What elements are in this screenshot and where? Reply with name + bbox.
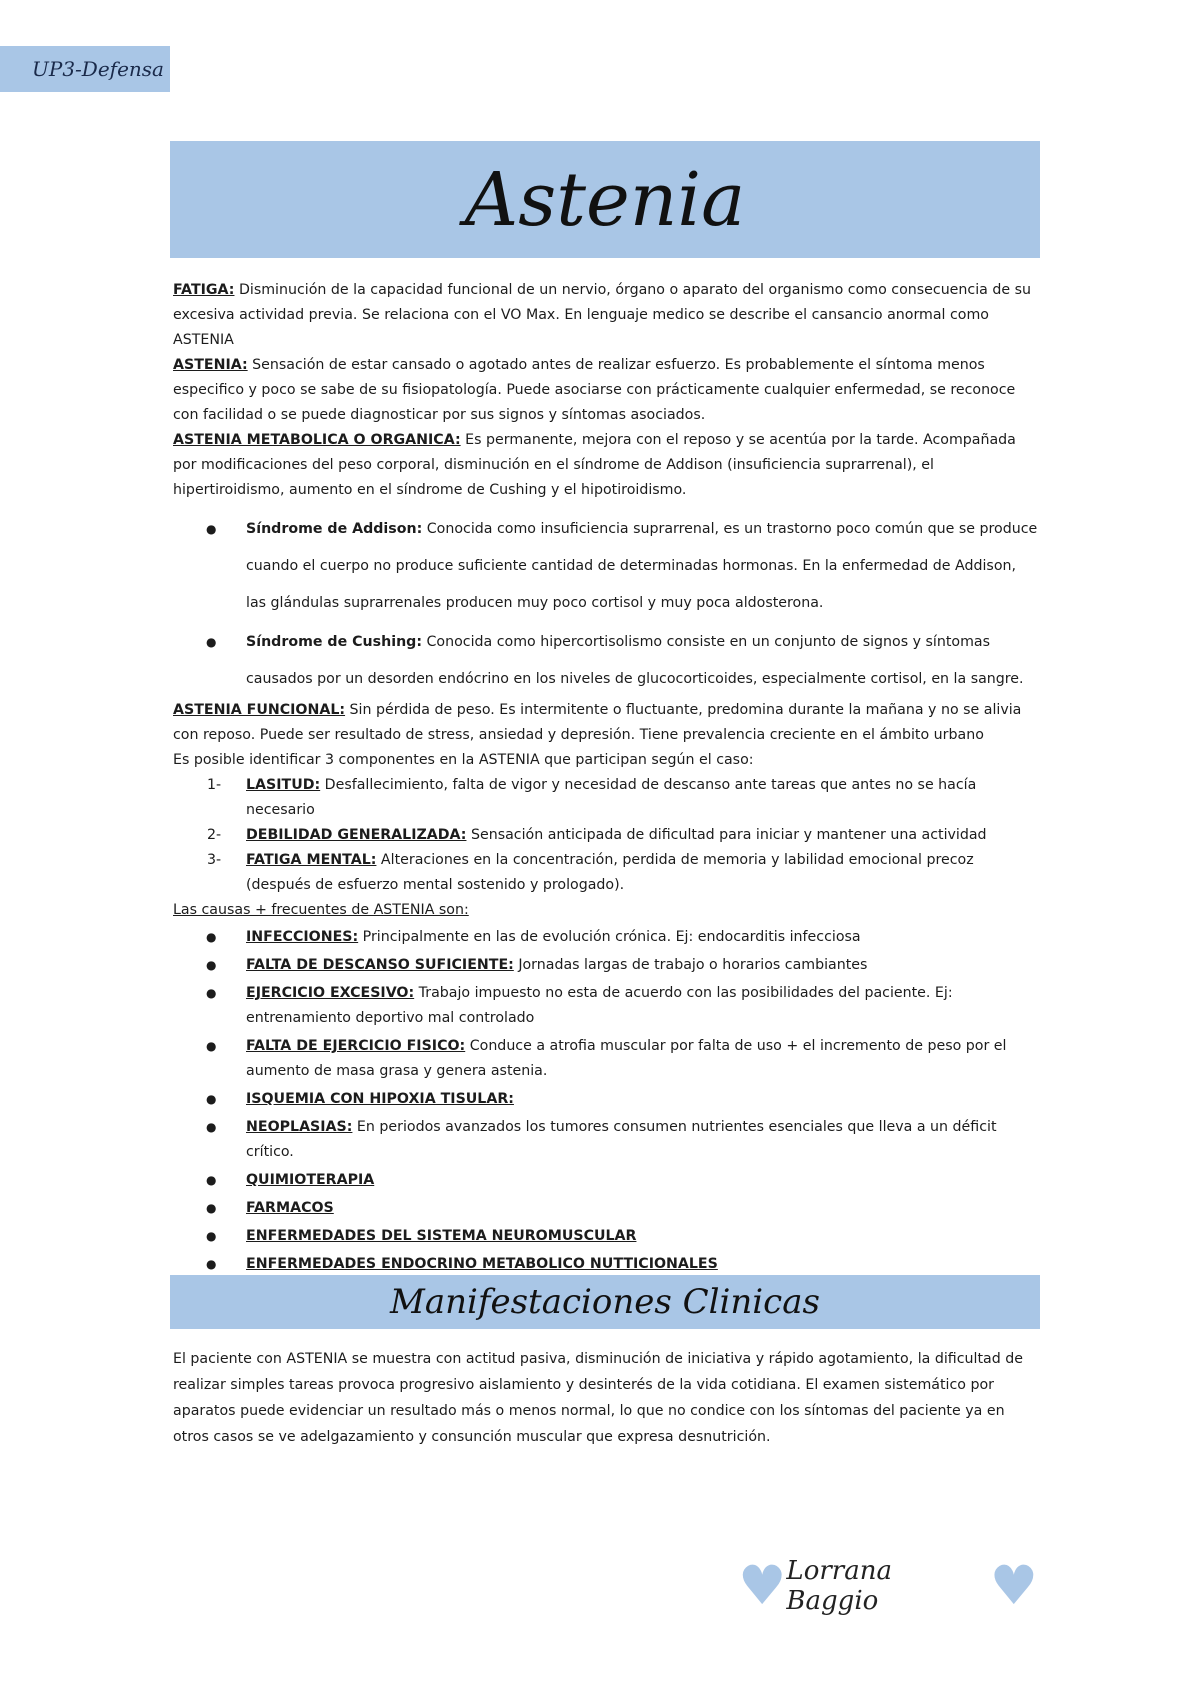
item-number: 3-	[207, 852, 222, 868]
cause-term: FALTA DE DESCANSO SUFICIENTE:	[246, 957, 514, 973]
cause-term: FARMACOS	[246, 1200, 334, 1216]
list-item	[173, 1252, 1039, 1277]
main-content	[173, 278, 1039, 1277]
cause-text: Principalmente en las de evolución crónica. Ej: endocarditis infecciosa	[358, 929, 861, 945]
term-astenia: ASTENIA:	[173, 357, 248, 373]
cause-term: QUIMIOTERAPIA	[246, 1172, 375, 1188]
definition-astenia-funcional	[173, 698, 1039, 748]
definition-fatiga	[173, 278, 1039, 353]
cause-term: FALTA DE EJERCICIO FISICO:	[246, 1038, 466, 1054]
text-astenia-funcional: Sin pérdida de peso. Es intermitente o fluctuante, predomina durante la mañana y no se alivia con reposo. Puede ser resultado de stress, ansiedad y depresión. Tiene prevalencia creciente en el ámbito urbano	[173, 702, 1022, 743]
text-astenia-metabolica: Es permanente, mejora con el reposo y se acentúa por la tarde. Acompañada por modificaciones del peso corporal, disminución en el síndrome de Addison (insuficiencia suprarrenal), el hipertiroidismo, aumento en el síndrome de Cushing y el hipotiroidismo.	[173, 432, 1016, 498]
text-fatiga: Disminución de la capacidad funcional de un nervio, órgano o aparato del organismo como consecuencia de su excesiva actividad previa. Se relaciona con el VO Max. En lenguaje medico se describe el cansancio anormal como ASTENIA	[173, 282, 1031, 348]
list-item	[173, 823, 1039, 848]
list-item	[173, 848, 1039, 898]
term-astenia-metabolica: ASTENIA METABOLICA O ORGANICA:	[173, 432, 461, 448]
causes-intro: Las causas + frecuentes de ASTENIA son:	[173, 902, 469, 918]
cause-term: ENFERMEDADES DEL SISTEMA NEUROMUSCULAR	[246, 1228, 637, 1244]
list-item	[173, 511, 1039, 622]
cause-text: Trabajo impuesto no esta de acuerdo con las posibilidades del paciente. Ej: entrenamiento deportivo mal controlado	[246, 985, 953, 1026]
syndrome-text: Conocida como insuficiencia suprarrenal, es un trastorno poco común que se produce cuando el cuerpo no produce suficiente cantidad de determinadas hormonas. En la enfermedad de Addison, las glándulas suprarrenales producen muy poco cortisol y muy poca aldosterona.	[246, 521, 1038, 611]
component-term: DEBILIDAD GENERALIZADA:	[246, 827, 467, 843]
text-astenia: Sensación de estar cansado o agotado antes de realizar esfuerzo. Es probablemente el síntoma menos especifico y poco se sabe de su fisiopatología. Puede asociarse con prácticamente cualquier enfermedad, se reconoce con facilidad o se puede diagnosticar por sus signos y síntomas asociados.	[173, 357, 1016, 423]
syndrome-text: Conocida como hipercortisolismo consiste en un conjunto de signos y síntomas causados por un desorden endócrino en los niveles de glucocorticoides, especialmente cortisol, en la sangre.	[246, 634, 1024, 687]
syndrome-list	[173, 511, 1039, 698]
cause-term: ISQUEMIA CON HIPOXIA TISULAR:	[246, 1091, 514, 1107]
component-text: Desfallecimiento, falta de vigor y necesidad de descanso ante tareas que antes no se hacía necesario	[246, 777, 977, 818]
list-item	[173, 1115, 1039, 1165]
component-text: Sensación anticipada de dificultad para iniciar y mantener una actividad	[466, 827, 987, 843]
heart-icon: ♥	[738, 1554, 787, 1617]
cause-text: Jornadas largas de trabajo o horarios cambiantes	[513, 957, 868, 973]
cause-text: En periodos avanzados los tumores consumen nutrientes esenciales que lleva a un déficit crítico.	[246, 1119, 997, 1160]
cause-term: NEOPLASIAS:	[246, 1119, 353, 1135]
list-item	[173, 1087, 1039, 1112]
list-item	[173, 925, 1039, 950]
list-item	[173, 773, 1039, 823]
page-title: Astenia	[170, 141, 1040, 258]
cause-text: Conduce a atrofia muscular por falta de uso + el incremento de peso por el aumento de masa grasa y genera astenia.	[246, 1038, 1007, 1079]
cause-term: EJERCICIO EXCESIVO:	[246, 985, 415, 1001]
list-item	[173, 1224, 1039, 1249]
list-item	[173, 953, 1039, 978]
list-item	[173, 1168, 1039, 1193]
component-term: FATIGA MENTAL:	[246, 852, 377, 868]
components-list	[173, 773, 1039, 898]
item-number: 1-	[207, 777, 222, 793]
list-item	[173, 1034, 1039, 1084]
list-item	[173, 1196, 1039, 1221]
signature	[738, 1554, 1038, 1617]
components-intro: Es posible identificar 3 componentes en la ASTENIA que participan según el caso:	[173, 752, 754, 768]
manifestaciones-text: El paciente con ASTENIA se muestra con actitud pasiva, disminución de iniciativa y rápido agotamiento, la dificultad de realizar simples tareas provoca progresivo aislamiento y desinterés de la vida cotidiana. El examen sistemático por aparatos puede evidenciar un resultado más o menos normal, lo que no condice con los síntomas del paciente ya en otros casos se ve adelgazamiento y consunción muscular que expresa desnutrición.	[173, 1351, 1023, 1446]
list-item	[173, 624, 1039, 698]
heart-icon: ♥	[989, 1554, 1038, 1617]
component-term: LASITUD:	[246, 777, 321, 793]
syndrome-term: Síndrome de Addison:	[246, 521, 423, 537]
cause-term: ENFERMEDADES ENDOCRINO METABOLICO NUTTICIONALES	[246, 1256, 718, 1272]
component-text: Alteraciones en la concentración, perdida de memoria y labilidad emocional precoz (después de esfuerzo mental sostenido y prologado).	[246, 852, 974, 893]
term-astenia-funcional: ASTENIA FUNCIONAL:	[173, 702, 346, 718]
section-tag: UP3-Defensa	[0, 46, 170, 92]
section-title-manifestaciones: Manifestaciones Clinicas	[170, 1275, 1040, 1329]
item-number: 2-	[207, 827, 222, 843]
list-item	[173, 981, 1039, 1031]
cause-term: INFECCIONES:	[246, 929, 359, 945]
definition-astenia	[173, 353, 1039, 428]
causes-list	[173, 925, 1039, 1277]
definition-astenia-metabolica	[173, 428, 1039, 503]
term-fatiga: FATIGA:	[173, 282, 235, 298]
signature-name: Lorrana Baggio	[786, 1556, 892, 1616]
syndrome-term: Síndrome de Cushing:	[246, 634, 422, 650]
